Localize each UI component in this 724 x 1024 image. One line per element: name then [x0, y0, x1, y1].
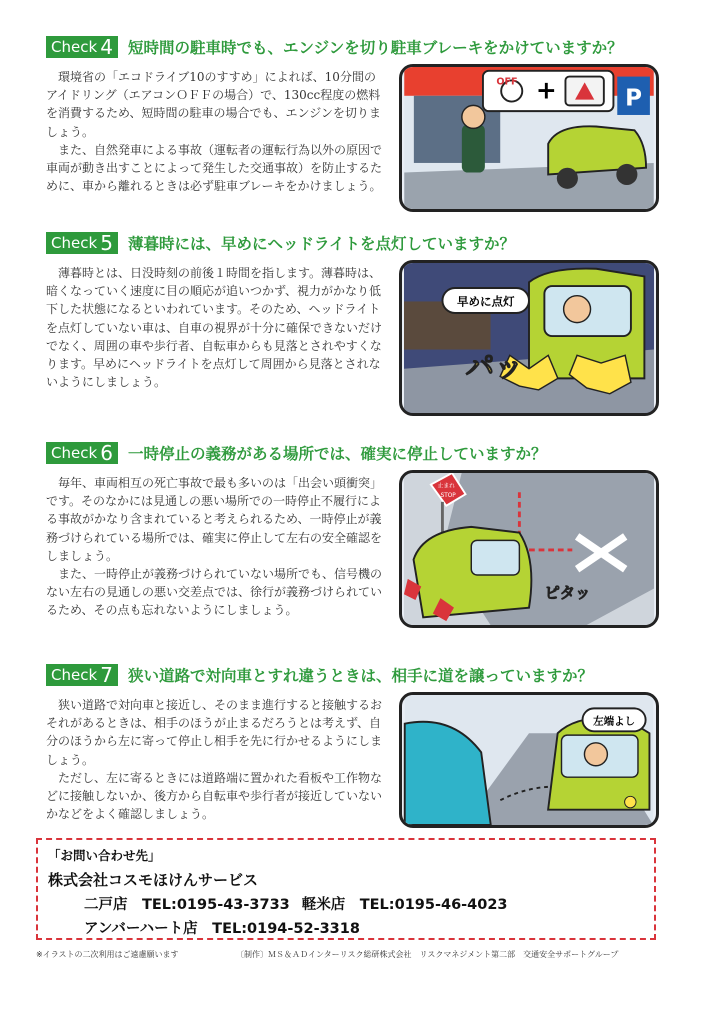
narrow-road-illustration [402, 695, 656, 825]
check-5-header [46, 232, 686, 254]
check-7-title: 狭い道路で対向車とすれ違うときは、相手に道を譲っていますか？ [128, 667, 594, 685]
check-5-section [46, 232, 676, 432]
check-7-body [46, 696, 384, 823]
driver-face [564, 296, 591, 323]
check-7-paragraph-2: ただし、左に寄るときには道路端に置かれた看板や工作物などに接触しないか、後方から自転車や歩行者が接近していないかなどをよく確認しましょう。 [46, 770, 383, 822]
speech-bubble-7-text: 左端よし [593, 715, 636, 728]
check-7-badge-word: Check [51, 666, 98, 684]
speech-bubble-text: 早めに点灯 [456, 294, 515, 309]
check-7-badge [46, 664, 118, 686]
check-4-paragraph-2: また、自然発車による事故（運転者の運転行為以外の原因で車両が動き出すことによって発生した交通事故）を防止するために、車から離れるときは必ず駐車ブレーキをかけましょう。 [46, 142, 383, 194]
check-4-badge [46, 36, 118, 58]
stop-sign-car-illustration [402, 473, 656, 625]
contact-amberheart: アンバーハート店 TEL:0194-52-3318 [84, 921, 360, 937]
check-5-paragraph-1: 薄暮時とは、日没時刻の前後１時間を指します。薄暮時は、暗くなっていく速度に目の順応が追いつかず、視力がかなり低下した状態になるといわれています。そのため、ヘッドライトを点灯していない車は、自車の視界が十分に確保できないだけでなく、周囲の車や歩行者、自転車からも見落とされやすくなります。早めにヘッドライトを点灯して周囲から見落とされないようにしましょう。 [46, 266, 383, 390]
check-6-header [46, 442, 686, 464]
check-5-title: 薄暮時には、早めにヘッドライトを点灯していますか？ [128, 235, 516, 253]
check-7-header [46, 664, 686, 686]
check-4-section [46, 36, 676, 216]
contact-karumai: 軽米店 TEL:0195-46-4023 [301, 897, 508, 913]
check-4-body [46, 68, 384, 195]
check-4-title: 短時間の駐車時でも、エンジンを切り駐車ブレーキをかけていますか？ [128, 39, 623, 57]
stop-sign-jp: 止まれ [437, 483, 455, 490]
check-4-paragraph-1: 環境省の「エコドライブ10のすすめ」によれば、10分間のアイドリング（エアコンＯＦＦの場合）で、130cc程度の燃料を消費するため、短時間の駐車の場合でも、エンジンを切りましょう。 [46, 70, 381, 139]
contact-box [36, 838, 656, 940]
check-4-badge-word: Check [51, 38, 98, 56]
stop-sound-effect: ピタッ [544, 584, 591, 603]
check-4-badge-number: 4 [100, 35, 113, 59]
check-4-header [46, 36, 686, 58]
contact-company: 株式会社コスモほけんサービス [48, 871, 259, 889]
check-5-body [46, 264, 384, 391]
contact-line-2 [48, 917, 644, 938]
check-7-paragraph-1: 狭い道路で対向車と接近し、そのまま進行すると接触するおそれがあるときは、相手のほうが止まるだろうとは考えず、自分のほうから左に寄って停止し相手を先に行かせるようにしましょう。 [46, 698, 383, 767]
stop-sign-en: STOP [440, 493, 456, 500]
contact-label: 「お問い合わせ先」 [48, 848, 161, 863]
svg-text:+: + [535, 75, 557, 105]
footer-credit: 〔制作〕ＭＳ＆ＡＤインターリスク総研株式会社 リスクマネジメント第二部 交通安全サポートグループ [236, 950, 619, 959]
headlight-car-illustration [402, 263, 656, 413]
check-6-title: 一時停止の義務がある場所では、確実に停止していますか？ [128, 445, 547, 463]
check-6-paragraph-1: 毎年、車両相互の死亡事故で最も多いのは「出会い頭衝突」です。そのなかには見通しの悪い場所での一時停止不履行による事故がかなり含まれていると考えられるため、一時停止が義務づけられている場所では、確実に停止して左右の安全確認をしましょう。 [46, 476, 383, 563]
contact-line-1 [48, 893, 644, 914]
parking-car-illustration [402, 67, 656, 209]
contact-ninohe: 二戸店 TEL:0195-43-3733 [84, 897, 290, 913]
check-4-illustration [399, 64, 659, 212]
check-5-badge-number: 5 [100, 231, 113, 255]
check-6-paragraph-2: また、一時停止が義務づけられていない場所でも、信号機のない左右の見通しの悪い交差点では、徐行が義務づけられているため、その点も忘れないようにしましょう。 [46, 567, 383, 618]
check-6-body [46, 474, 384, 620]
check-5-illustration [399, 260, 659, 416]
check-7-section [46, 664, 676, 834]
driver-figure [462, 125, 485, 173]
check-6-illustration [399, 470, 659, 628]
driver-face-7 [584, 743, 607, 766]
check-5-badge [46, 232, 118, 254]
flash-sound-effect: パッ [465, 349, 524, 384]
check-6-badge [46, 442, 118, 464]
check-6-section [46, 442, 676, 642]
check-7-illustration [399, 692, 659, 828]
check-6-badge-number: 6 [100, 441, 113, 465]
check-5-badge-word: Check [51, 234, 98, 252]
check-6-badge-word: Check [51, 444, 98, 462]
check-7-badge-number: 7 [100, 663, 113, 687]
off-label: OFF [496, 76, 518, 88]
footer-note: ※イラストの二次利用はご遠慮願います [36, 950, 179, 959]
parking-sign-letter: P [625, 85, 643, 112]
